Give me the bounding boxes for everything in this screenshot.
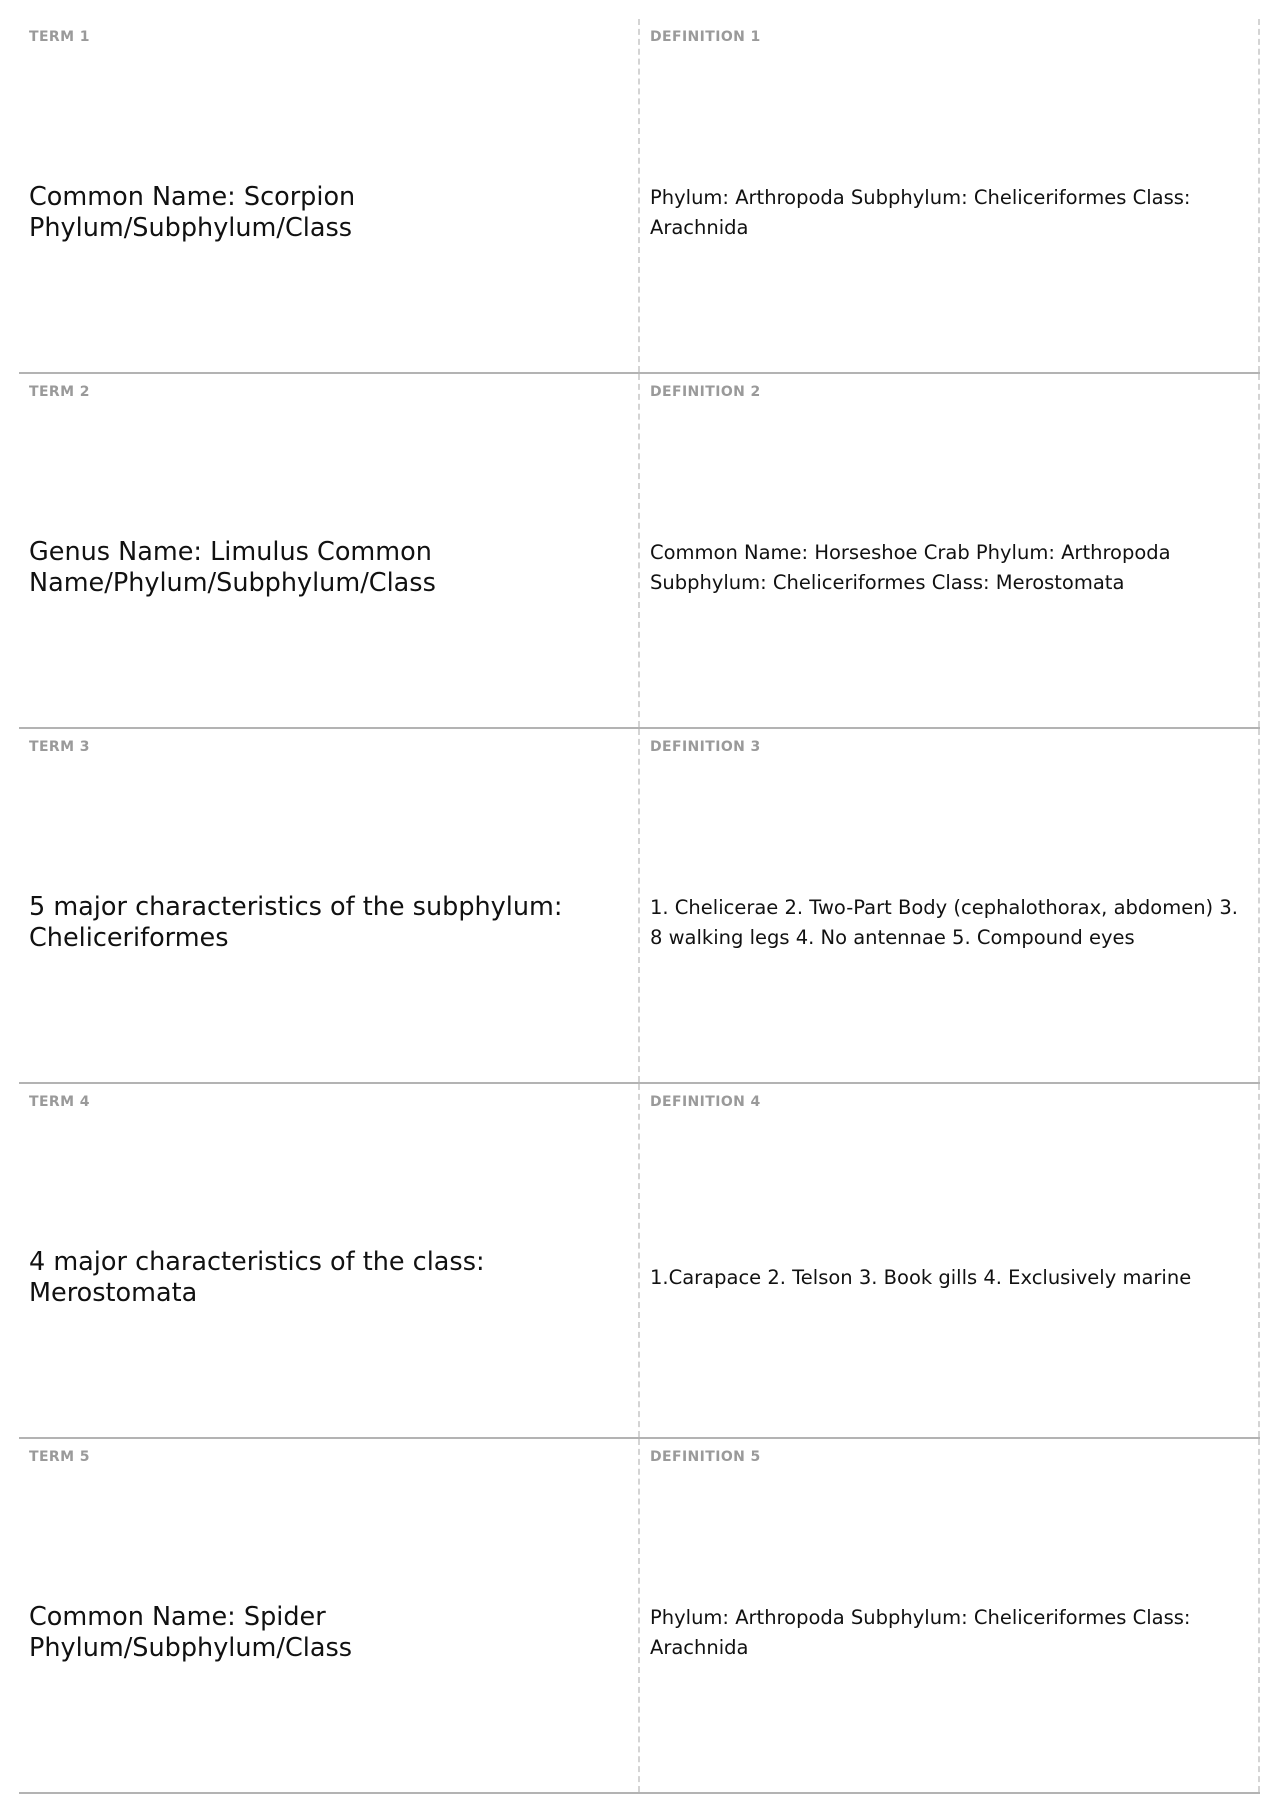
term-cell <box>19 1439 640 1792</box>
definition-content <box>650 61 1240 364</box>
term-text: Genus Name: Limulus Common Name/Phylum/Subphylum/Class <box>29 536 436 598</box>
flashcard-row <box>19 19 1260 374</box>
definition-text: Common Name: Horseshoe Crab Phylum: Arthropoda Subphylum: Cheliceriformes Class: Merostomata <box>650 541 1171 594</box>
definition-text: Phylum: Arthropoda Subphylum: Cheliceriformes Class: Arachnida <box>650 186 1191 239</box>
term-text: Common Name: Spider Phylum/Subphylum/Class <box>29 1601 353 1663</box>
term-label: TERM 5 <box>29 1449 90 1465</box>
term-cell <box>19 19 640 372</box>
term-content <box>29 771 620 1074</box>
term-text: Common Name: Scorpion Phylum/Subphylum/Class <box>29 181 356 243</box>
term-label: TERM 4 <box>29 1094 90 1110</box>
definition-label: DEFINITION 2 <box>650 384 761 400</box>
term-content <box>29 416 620 719</box>
definition-content <box>650 416 1240 719</box>
definition-content <box>650 771 1240 1074</box>
definition-text: Phylum: Arthropoda Subphylum: Cheliceriformes Class: Arachnida <box>650 1606 1191 1659</box>
term-text: 5 major characteristics of the subphylum: Cheliceriformes <box>29 891 563 953</box>
term-label: TERM 2 <box>29 384 90 400</box>
definition-label: DEFINITION 4 <box>650 1094 761 1110</box>
flashcard-row <box>19 729 1260 1084</box>
flashcard-row <box>19 1439 1260 1794</box>
definition-cell <box>640 374 1260 727</box>
term-text: 4 major characteristics of the class: Merostomata <box>29 1246 485 1308</box>
definition-content <box>650 1126 1240 1429</box>
definition-cell <box>640 1084 1260 1437</box>
definition-text: 1.Carapace 2. Telson 3. Book gills 4. Exclusively marine <box>650 1265 1192 1289</box>
definition-cell <box>640 1439 1260 1792</box>
definition-label: DEFINITION 3 <box>650 739 761 755</box>
term-content <box>29 61 620 364</box>
term-cell <box>19 729 640 1082</box>
flashcard-sheet <box>19 19 1260 1794</box>
term-label: TERM 1 <box>29 29 90 45</box>
flashcard-row <box>19 374 1260 729</box>
term-label: TERM 3 <box>29 739 90 755</box>
definition-label: DEFINITION 1 <box>650 29 761 45</box>
definition-content <box>650 1481 1240 1784</box>
definition-cell <box>640 729 1260 1082</box>
term-content <box>29 1481 620 1784</box>
flashcard-row <box>19 1084 1260 1439</box>
term-content <box>29 1126 620 1429</box>
definition-text: 1. Chelicerae 2. Two-Part Body (cephalothorax, abdomen) 3. 8 walking legs 4. No antennae 5. Compound eyes <box>650 896 1238 949</box>
term-cell <box>19 374 640 727</box>
definition-label: DEFINITION 5 <box>650 1449 761 1465</box>
term-cell <box>19 1084 640 1437</box>
definition-cell <box>640 19 1260 372</box>
